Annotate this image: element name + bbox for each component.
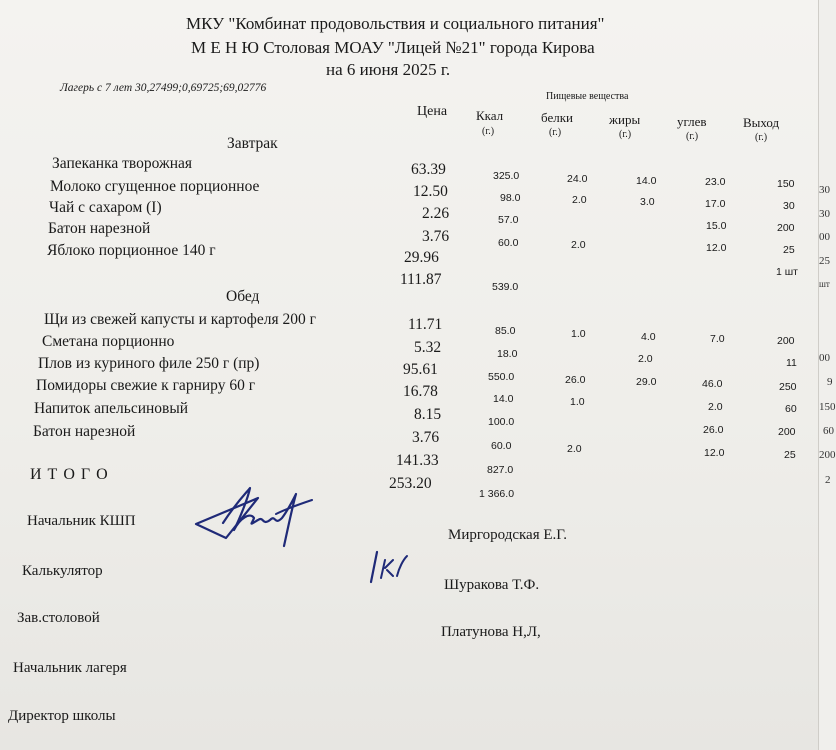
menu-item-yield: 30 xyxy=(783,200,795,212)
menu-item-carbs: 26.0 xyxy=(703,424,724,436)
menu-item-price: 3.76 xyxy=(422,228,450,245)
adjacent-fragment: 00 xyxy=(819,352,830,364)
menu-item-kcal: 57.0 xyxy=(498,214,519,226)
breakfast-title: Завтрак xyxy=(227,135,278,152)
menu-item-yield: 25 xyxy=(784,449,796,461)
menu-item-protein: 1.0 xyxy=(571,328,586,340)
menu-item-price: 8.15 xyxy=(414,406,442,423)
adjacent-fragment: 30 xyxy=(819,184,830,196)
menu-item-price: 11.71 xyxy=(408,316,443,333)
menu-item-name: Яблоко порционное 140 г xyxy=(47,242,216,259)
menu-item-yield: 25 xyxy=(783,244,795,256)
menu-item-name: Плов из куриного филе 250 г (пр) xyxy=(38,355,260,372)
menu-item-yield: 200 xyxy=(777,222,795,234)
menu-item-yield: 200 xyxy=(777,335,795,347)
menu-item-price: 63.39 xyxy=(411,161,446,178)
menu-item-price: 5.32 xyxy=(414,339,442,356)
menu-item-carbs: 7.0 xyxy=(710,333,725,345)
adjacent-fragment: 00 xyxy=(819,231,830,243)
price-header: Цена xyxy=(417,104,448,119)
adjacent-fragment: 30 xyxy=(819,208,830,220)
nutrients-header: Пищевые вещества xyxy=(546,91,629,102)
menu-item-yield: 11 xyxy=(786,357,797,369)
menu-item-kcal: 100.0 xyxy=(488,416,515,428)
menu-item-fat: 2.0 xyxy=(638,353,653,365)
signature-role: Калькулятор xyxy=(22,563,103,579)
menu-item-name: Молоко сгущенное порционное xyxy=(50,178,260,195)
kcal-header: Ккал xyxy=(476,108,504,123)
grand-total-kcal: 1 366.0 xyxy=(479,488,515,500)
menu-item-protein: 2.0 xyxy=(572,194,587,206)
menu-item-name: Напиток апельсиновый xyxy=(34,400,189,417)
camp-line: Лагерь с 7 лет 30,27499;0,69725;69,02776 xyxy=(60,82,267,94)
signature-role: Зав.столовой xyxy=(17,610,100,626)
menu-item-price: 12.50 xyxy=(413,183,448,200)
header-menu-title: М Е Н Ю Столовая МОАУ "Лицей №21" города Кирова xyxy=(191,38,595,57)
menu-item-carbs: 2.0 xyxy=(708,401,723,413)
menu-item-price: 16.78 xyxy=(403,383,438,400)
menu-item-name: Сметана порционно xyxy=(42,333,175,350)
menu-item-fat: 3.0 xyxy=(640,196,655,208)
menu-item-kcal: 60.0 xyxy=(498,237,519,249)
menu-item-protein: 26.0 xyxy=(565,374,586,386)
kcal-unit: (г.) xyxy=(482,126,495,137)
breakfast-total-kcal: 539.0 xyxy=(492,281,519,293)
menu-item-carbs: 12.0 xyxy=(704,447,725,459)
lunch-total-price: 141.33 xyxy=(396,452,439,469)
menu-item-kcal: 550.0 xyxy=(488,371,515,383)
adjacent-fragment: 9 xyxy=(827,376,833,388)
menu-item-carbs: 46.0 xyxy=(702,378,723,390)
signature-name: Платунова Н,Л, xyxy=(441,624,541,640)
menu-item-fat: 14.0 xyxy=(636,175,657,187)
menu-item-carbs: 12.0 xyxy=(706,242,727,254)
total-label: И Т О Г О xyxy=(30,466,109,483)
menu-item-name: Запеканка творожная xyxy=(52,155,192,172)
protein-header: белки xyxy=(541,110,573,125)
menu-item-kcal: 325.0 xyxy=(493,170,520,182)
signature-role: Директор школы xyxy=(8,708,116,724)
signature-mark-calculator xyxy=(365,546,413,586)
menu-item-name: Помидоры свежие к гарниру 60 г xyxy=(36,377,256,394)
menu-item-price: 3.76 xyxy=(412,429,440,446)
yield-unit: (г.) xyxy=(755,132,768,143)
menu-item-carbs: 23.0 xyxy=(705,176,726,188)
menu-item-yield: 1 шт xyxy=(776,266,798,278)
yield-header: Выход xyxy=(743,115,780,130)
menu-item-protein: 1.0 xyxy=(570,396,585,408)
adjacent-fragment: 2 xyxy=(825,474,831,486)
carbs-unit: (г.) xyxy=(686,131,699,142)
adjacent-fragment: 150 xyxy=(819,401,836,413)
menu-item-yield: 60 xyxy=(785,403,797,415)
menu-item-yield: 150 xyxy=(777,178,795,190)
menu-item-fat: 4.0 xyxy=(641,331,656,343)
fat-unit: (г.) xyxy=(619,129,632,140)
menu-item-price: 95.61 xyxy=(403,361,438,378)
lunch-title: Обед xyxy=(226,288,260,305)
menu-item-protein: 24.0 xyxy=(567,173,588,185)
menu-item-yield: 250 xyxy=(779,381,797,393)
lunch-total-kcal: 827.0 xyxy=(487,464,514,476)
grand-total-price: 253.20 xyxy=(389,475,432,492)
adjacent-sheet-strip xyxy=(818,0,836,750)
menu-item-name: Чай с сахаром (I) xyxy=(49,199,162,216)
menu-item-yield: 200 xyxy=(778,426,796,438)
menu-item-kcal: 98.0 xyxy=(500,192,521,204)
signature-name: Миргородская Е.Г. xyxy=(448,527,568,543)
signature-name: Шуракова Т.Ф. xyxy=(444,577,540,593)
menu-item-name: Батон нарезной xyxy=(33,423,136,440)
adjacent-fragment: 25 xyxy=(819,255,830,267)
menu-item-protein: 2.0 xyxy=(567,443,582,455)
menu-item-protein: 2.0 xyxy=(571,239,586,251)
header-organization: МКУ "Комбинат продовольствия и социального питания" xyxy=(186,14,605,33)
menu-item-price: 29.96 xyxy=(404,249,439,266)
fat-header: жиры xyxy=(609,112,641,127)
adjacent-fragment: 60 xyxy=(823,425,834,437)
protein-unit: (г.) xyxy=(549,127,562,138)
menu-item-carbs: 15.0 xyxy=(706,220,727,232)
signature-mark-head xyxy=(188,478,318,553)
menu-item-kcal: 60.0 xyxy=(491,440,512,452)
carbs-header: углев xyxy=(677,114,707,129)
header-date: на 6 июня 2025 г. xyxy=(326,60,451,79)
menu-item-kcal: 18.0 xyxy=(497,348,518,360)
menu-item-carbs: 17.0 xyxy=(705,198,726,210)
signature-role: Начальник лагеря xyxy=(13,660,127,676)
menu-item-fat: 29.0 xyxy=(636,376,657,388)
menu-item-name: Щи из свежей капусты и картофеля 200 г xyxy=(44,311,316,328)
adjacent-fragment: шт xyxy=(819,279,830,289)
menu-item-name: Батон нарезной xyxy=(48,220,151,237)
menu-item-kcal: 85.0 xyxy=(495,325,516,337)
menu-item-price: 2.26 xyxy=(422,205,450,222)
adjacent-fragment: 200 xyxy=(819,449,836,461)
signature-role: Начальник КШП xyxy=(27,513,136,529)
menu-item-kcal: 14.0 xyxy=(493,393,514,405)
breakfast-total-price: 111.87 xyxy=(400,271,442,288)
